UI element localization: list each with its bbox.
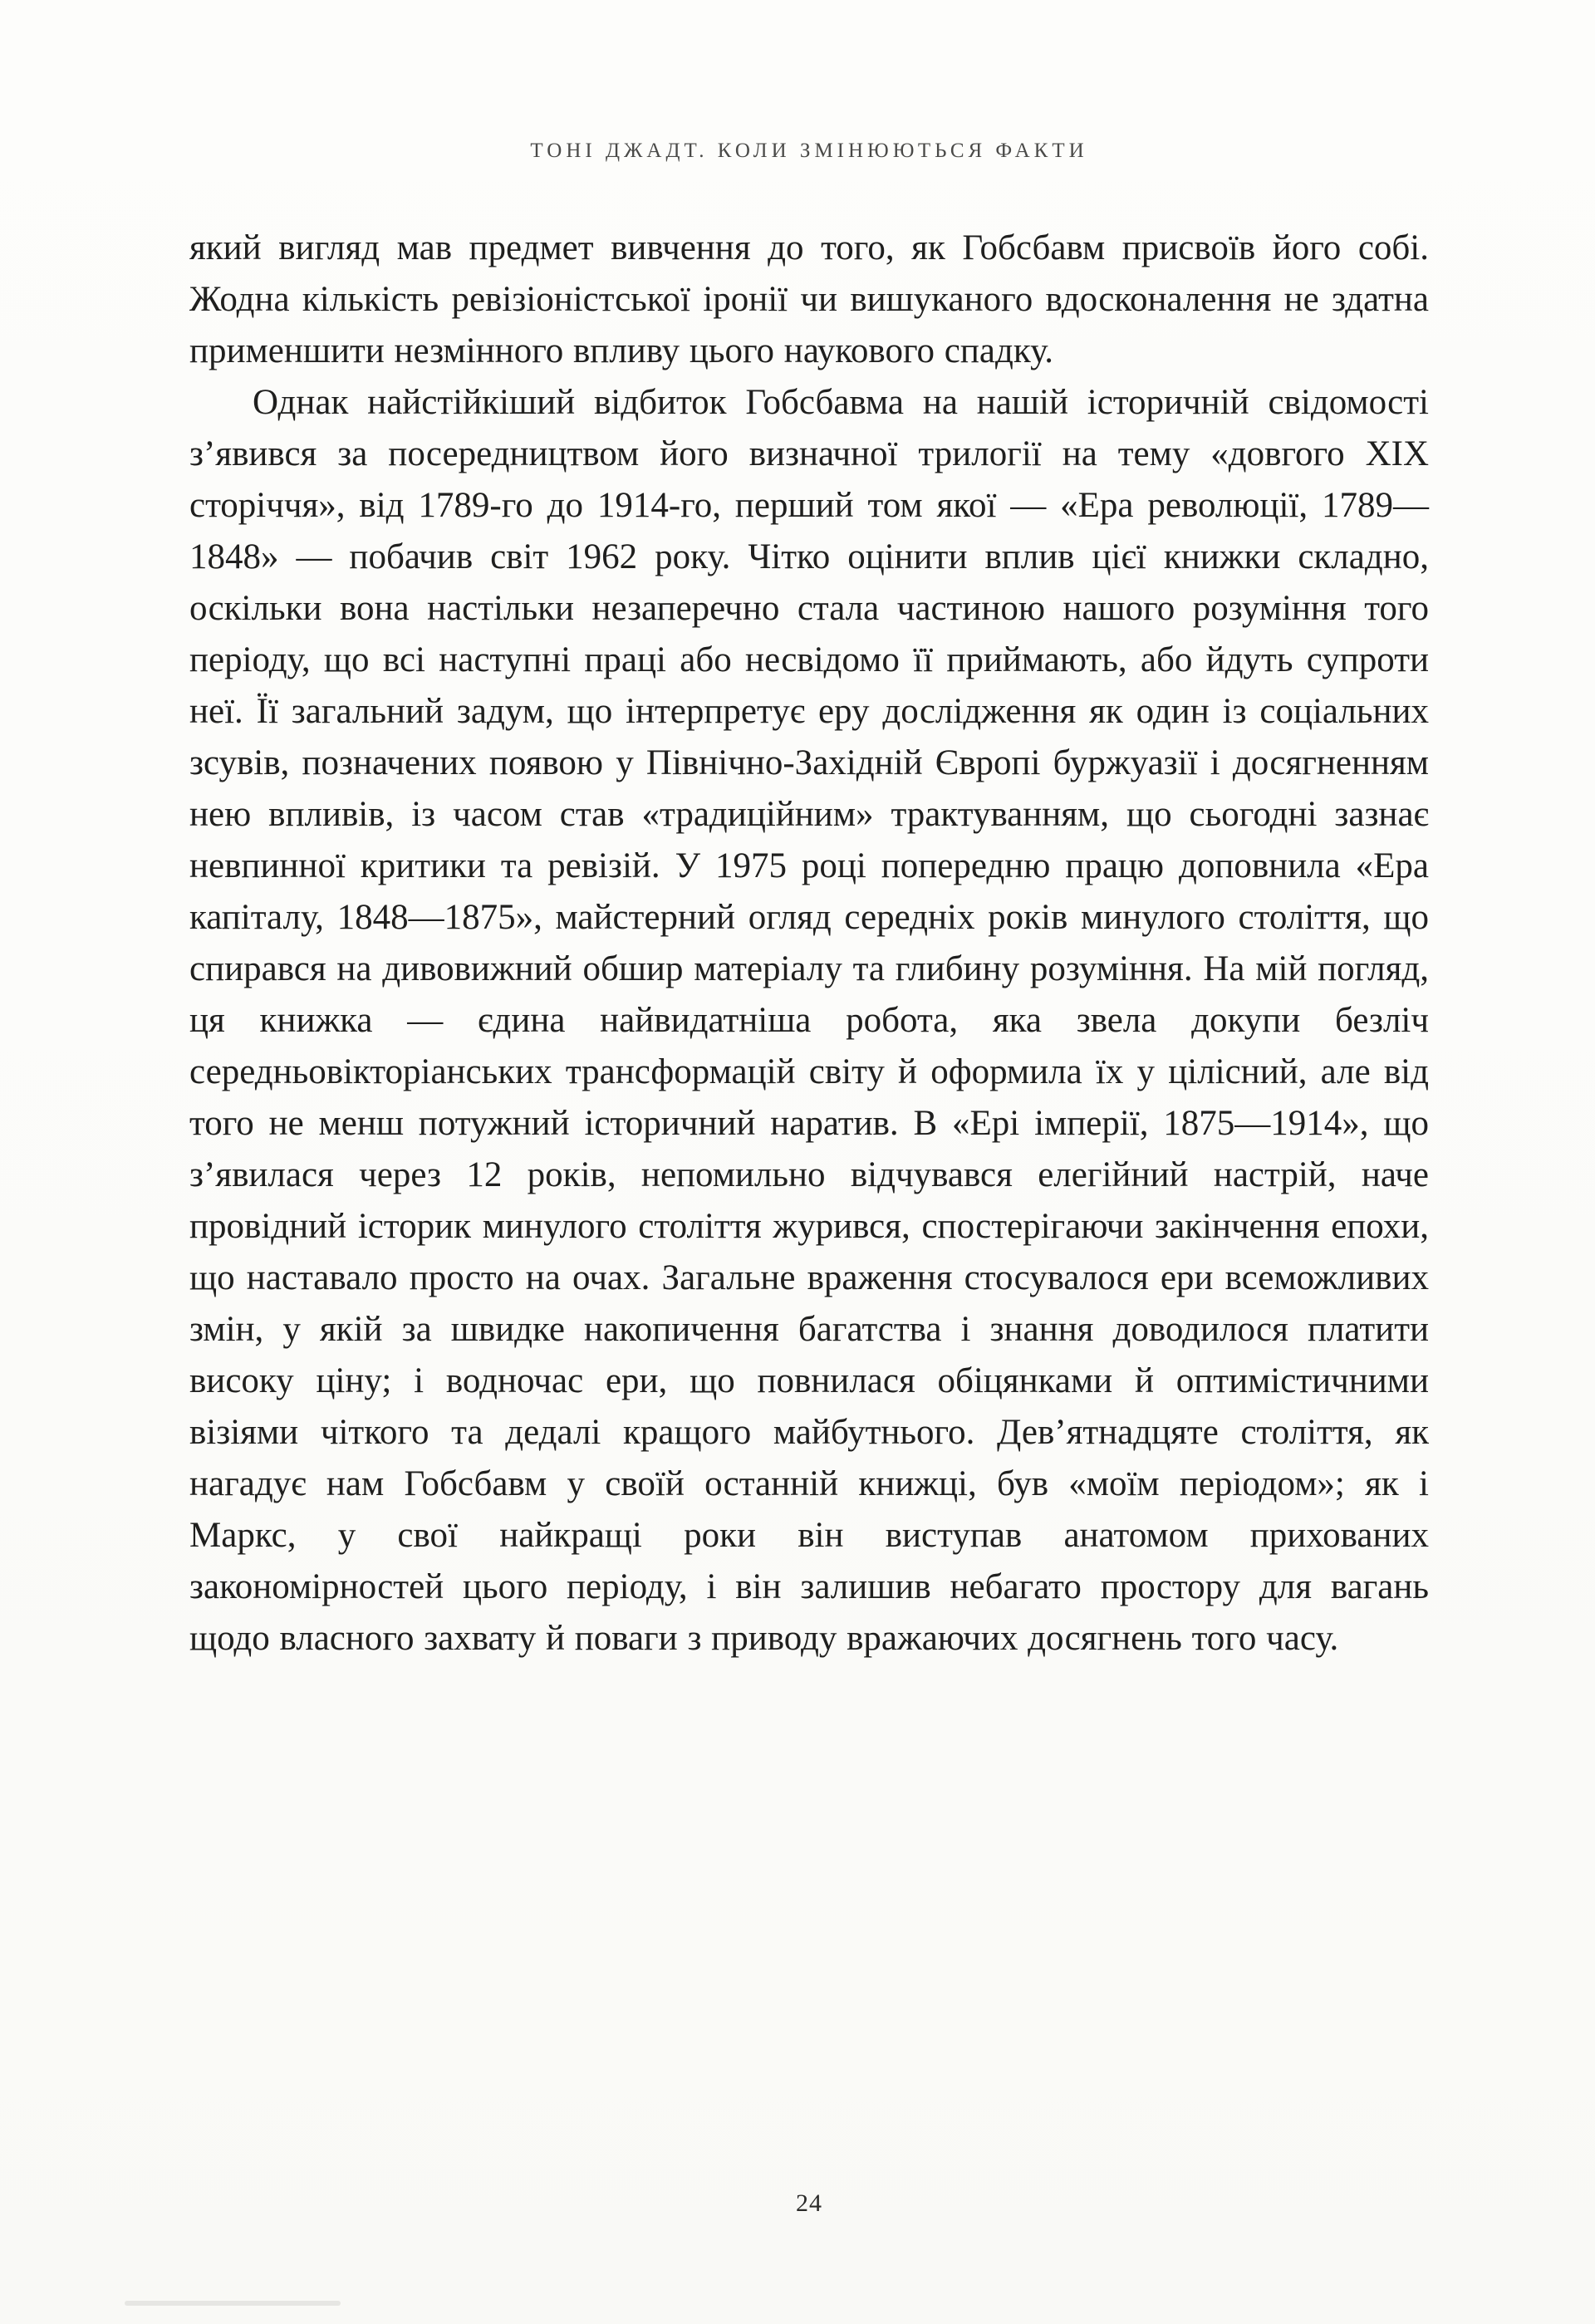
paragraph-continued: який вигляд мав предмет вивчення до того, як Гобсбавм присвоїв його собі. Жодна кількість ревізіоністської іронії чи вишуканого вдосконалення не здатна применшити незмінного впливу цього наукового спадку. [189,228,1429,370]
page-number: 24 [796,2189,822,2217]
paragraph: Однак найстійкіший відбиток Гобсбавма на нашій історичній свідомості з’явився за посередництвом його визначної трилогії на тему «довгого XIX сторіччя», від 1789-го до 1914-го, перший том якої — «Ера революції, 1789—1848» — побачив світ 1962 року. Чітко оцінити вплив цієї книжки складно, оскільки вона настільки незаперечно стала частиною нашого розуміння того періоду, що всі наступні праці або несвідомо її приймають, або йдуть супроти неї. Її загальний задум, що інтерпретує еру дослідження як один із соціальних зсувів, позначених появою у Північно-Західній Європі буржуазії і досягненням нею впливів, із часом став «традиційним» трактуванням, що сьогодні зазнає невпинної критики та ревізій. У 1975 році попередню працю доповнила «Ера капіталу, 1848—1875», майстерний огляд середніх років минулого століття, що спирався на дивовижний обшир матеріалу та глибину розуміння. На мій погляд, ця книжка — єдина найвидатніша робота, яка звела докупи безліч середньовікторіанських трансформацій світу й оформила їх у цілісний, але від того не менш потужний історичний наратив. В «Ері імперії, 1875—1914», що з’явилася через 12 років, непомильно відчувався елегійний настрій, наче провідний історик минулого століття журився, спостерігаючи закінчення епохи, що наставало просто на очах. Загальне враження стосувалося ери всеможливих змін, у якій за швидке накопичення багатства і знання доводилося платити високу ціну; і водночас ери, що повнилася обіцянками й оптимістичними візіями чіткого та дедалі кращого майбутнього. Дев’ятнадцяте століття, як нагадує нам Гобсбавм у своїй останній книжці, був «моїм періодом»; як і Маркс, у свої найкращі роки він виступав анатомом прихованих закономірностей цього періоду, і він залишив небагато простору для вагань щодо власного захвату й поваги з приводу вражаючих досягнень того часу. [189,383,1429,1658]
scan-artifact [125,2301,341,2306]
body-text [189,223,1429,1665]
running-header: ТОНІ ДЖАДТ. КОЛИ ЗМІНЮЮТЬСЯ ФАКТИ [530,140,1088,162]
